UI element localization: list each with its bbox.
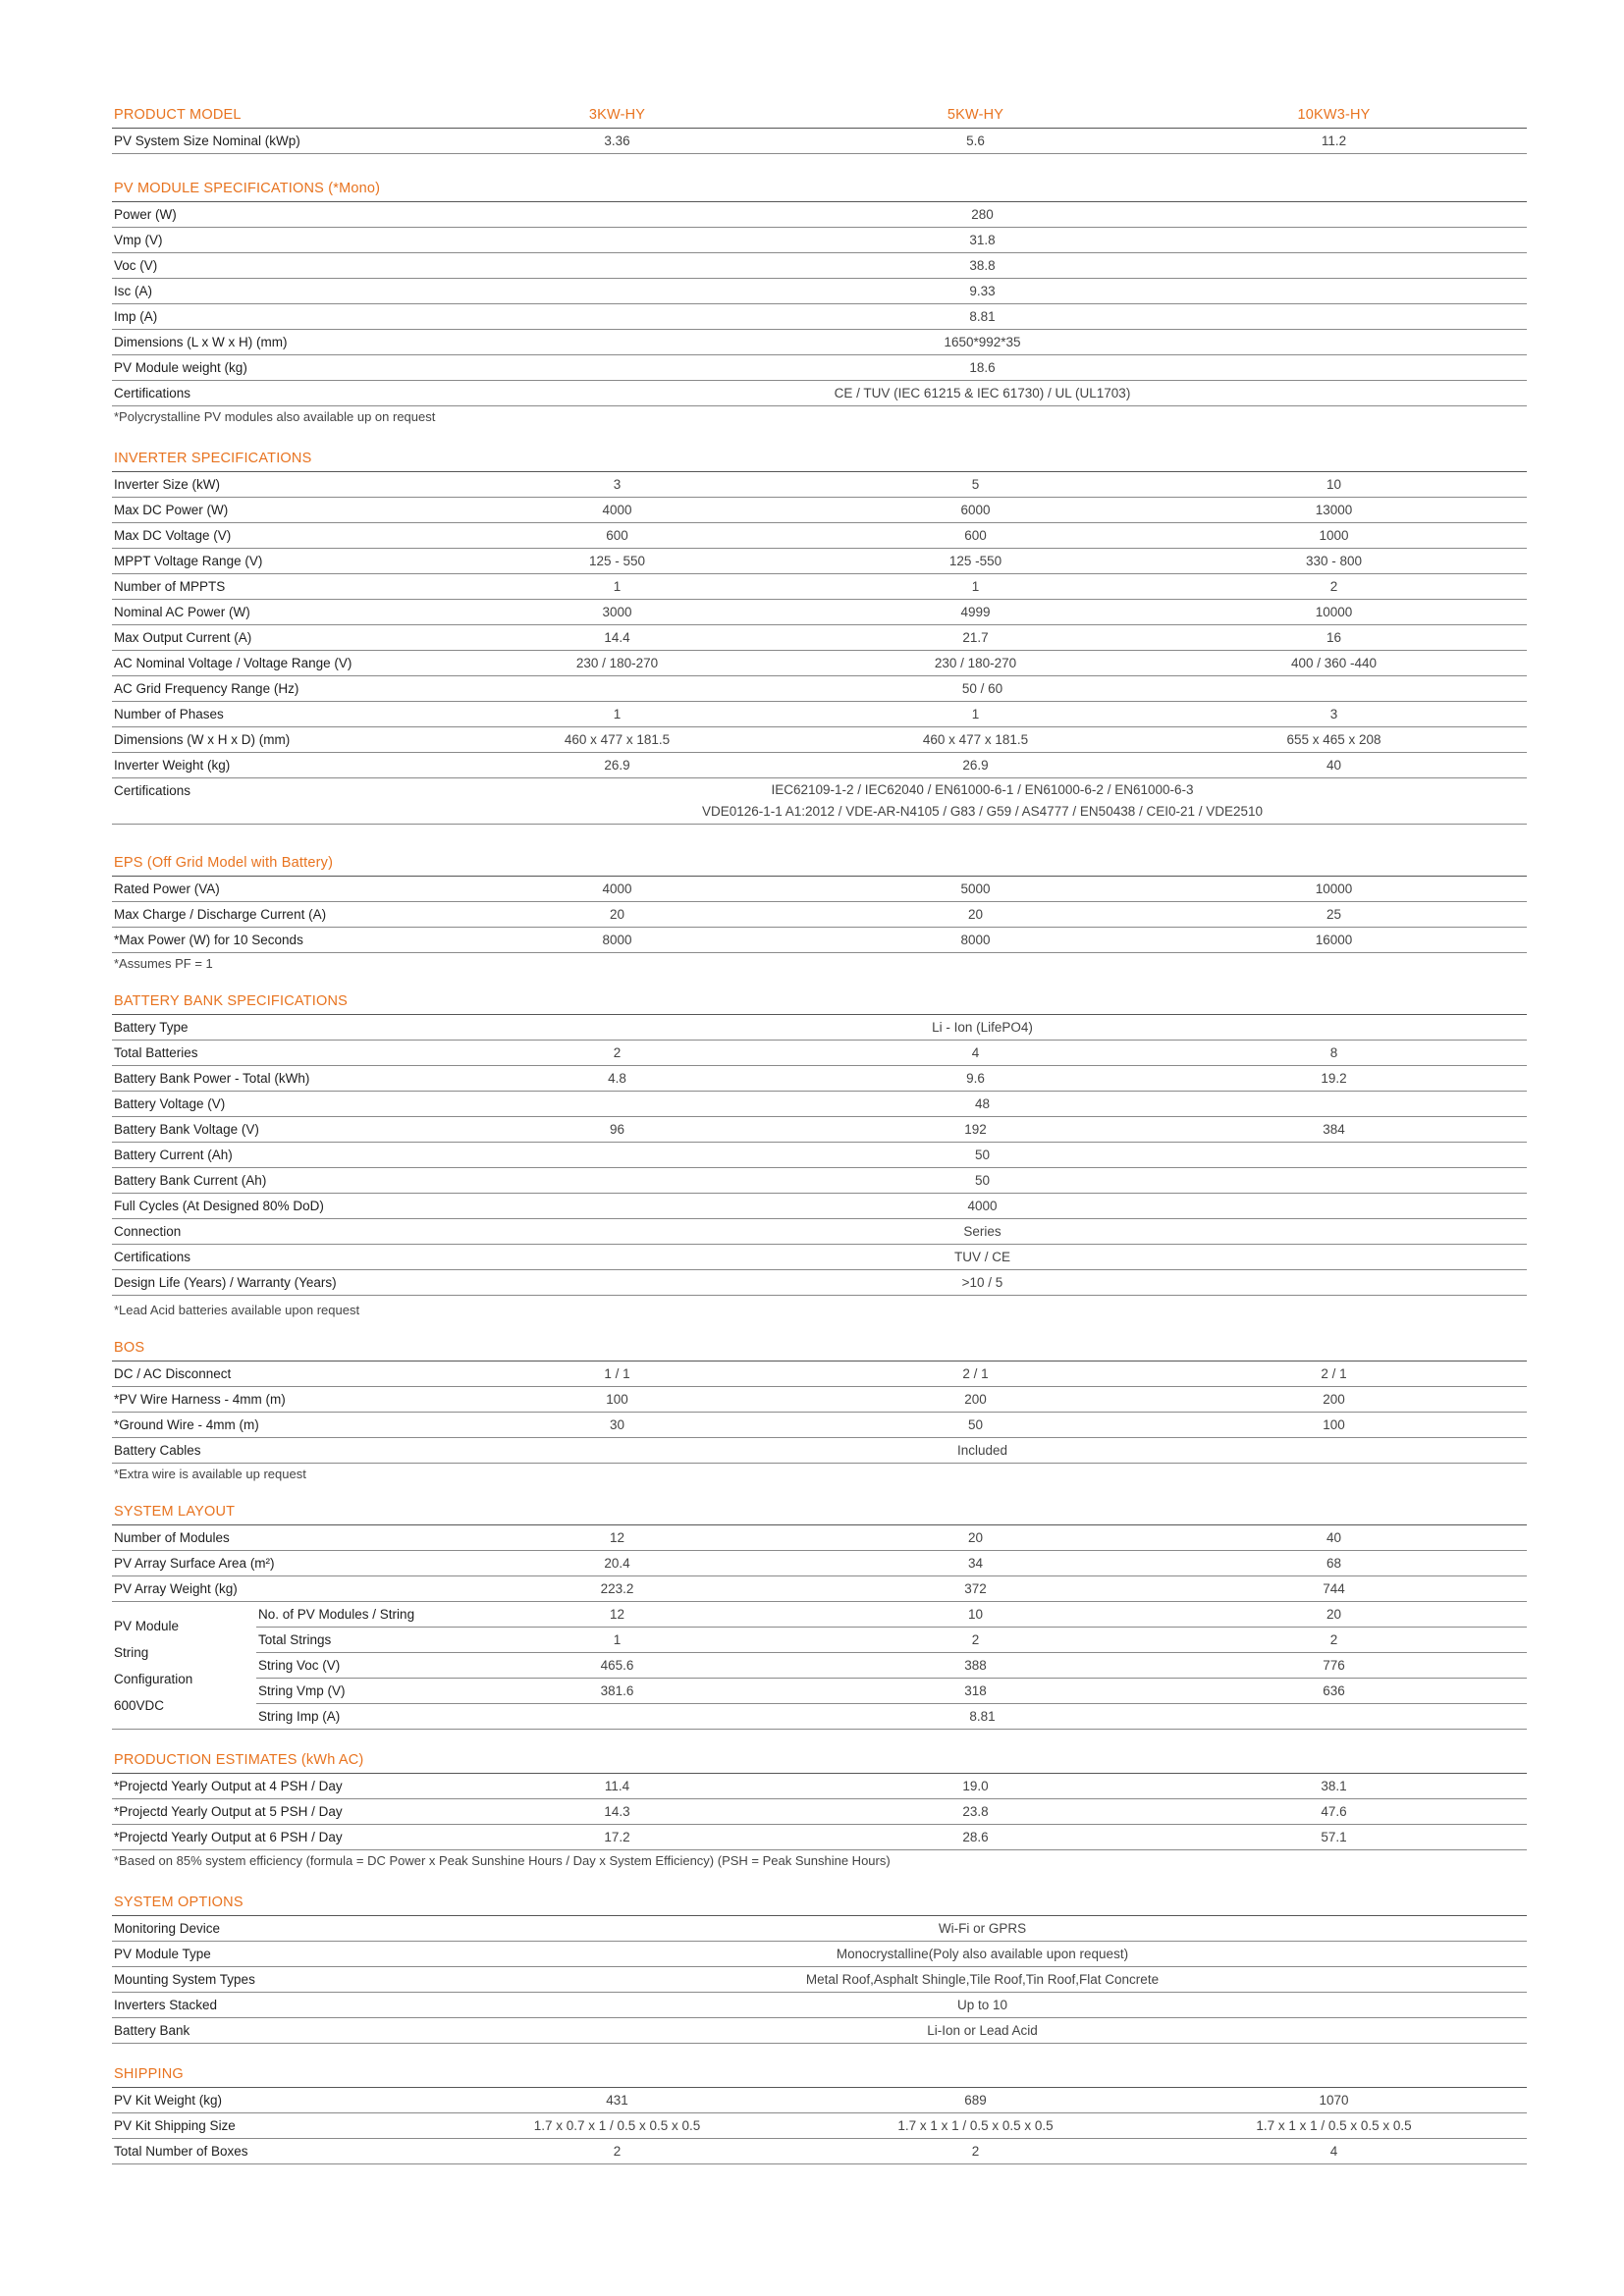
- row-value: 12: [609, 1607, 625, 1622]
- row-value: 192: [964, 1122, 987, 1137]
- bos-note: *Extra wire is available up request: [114, 1467, 306, 1481]
- row-value: 47.6: [1321, 1804, 1347, 1819]
- row-value: 1: [971, 707, 980, 721]
- spec-row: [112, 1194, 1527, 1219]
- spec-row: [112, 651, 1527, 676]
- config-rows: [256, 1602, 1527, 1729]
- pv-module-note: *Polycrystalline PV modules also available up on request: [114, 409, 436, 424]
- row-value: 3: [613, 477, 622, 492]
- row-value: 5: [971, 477, 980, 492]
- row-value-merged: CE / TUV (IEC 61215 & IEC 61730) / UL (UL1703): [834, 386, 1131, 400]
- row-label: Certifications: [114, 1250, 191, 1264]
- product-model-header: [112, 102, 1527, 129]
- row-label: Battery Bank Current (Ah): [114, 1173, 267, 1188]
- row-value: 4: [1329, 2144, 1338, 2159]
- row-value: 431: [606, 2093, 628, 2108]
- eps-section: [112, 850, 1527, 953]
- spec-row: [112, 902, 1527, 928]
- row-value: 689: [964, 2093, 987, 2108]
- spec-row: [112, 2088, 1527, 2113]
- row-value: 26.9: [604, 758, 630, 773]
- row-value: 460 x 477 x 181.5: [922, 732, 1029, 747]
- row-value: 25: [1326, 907, 1342, 922]
- row-value: 384: [1323, 1122, 1345, 1137]
- section-title: SHIPPING: [112, 2061, 1527, 2088]
- row-value: 11.4: [604, 1779, 630, 1793]
- row-value: 5000: [960, 881, 991, 896]
- row-value: 96: [609, 1122, 625, 1137]
- row-label: *PV Wire Harness - 4mm (m): [114, 1392, 286, 1407]
- section-title: PRODUCTION ESTIMATES (kWh AC): [112, 1747, 1527, 1774]
- row-value: 372: [964, 1581, 987, 1596]
- spec-row: [112, 574, 1527, 600]
- model-5kw: 5KW-HY: [947, 107, 1004, 123]
- row-label: Max Output Current (A): [114, 630, 252, 645]
- spec-row: [112, 1270, 1527, 1296]
- row-value: 12: [609, 1530, 625, 1545]
- row-label: PV System Size Nominal (kWp): [114, 133, 300, 148]
- row-value: 1.7 x 1 x 1 / 0.5 x 0.5 x 0.5: [897, 2118, 1054, 2133]
- section-title: INVERTER SPECIFICATIONS: [112, 446, 1527, 472]
- row-value: 1: [613, 1632, 622, 1647]
- row-value-merged: Wi-Fi or GPRS: [938, 1921, 1027, 1936]
- row-value: 744: [1323, 1581, 1345, 1596]
- row-value: 20: [1326, 1607, 1342, 1622]
- spec-row: [112, 702, 1527, 727]
- row-value: 21.7: [962, 630, 989, 645]
- row-label: Mounting System Types: [114, 1972, 255, 1987]
- row-value: 125 -550: [948, 554, 1002, 568]
- spec-row: [112, 928, 1527, 953]
- production-section: [112, 1747, 1527, 1850]
- config-side-line: PV Module: [114, 1618, 180, 1633]
- row-value-merged: 31.8: [969, 233, 996, 247]
- row-label: PV Array Surface Area (m²): [114, 1556, 275, 1571]
- spec-row: [112, 1993, 1527, 2018]
- row-value: 1: [971, 579, 980, 594]
- row-value: 8: [1329, 1045, 1338, 1060]
- row-value-merged: >10 / 5: [961, 1275, 1003, 1290]
- row-label: Number of Modules: [114, 1530, 230, 1545]
- row-value: 26.9: [962, 758, 989, 773]
- spec-row: [112, 2018, 1527, 2044]
- spec-row: [112, 1799, 1527, 1825]
- row-value: 20.4: [604, 1556, 630, 1571]
- row-value: 1000: [1319, 528, 1349, 543]
- row-label: Certifications: [114, 386, 191, 400]
- row-value: 318: [964, 1683, 987, 1698]
- row-value: 17.2: [604, 1830, 630, 1844]
- row-value: 38.1: [1321, 1779, 1347, 1793]
- row-label: Battery Type: [114, 1020, 189, 1035]
- product-model-section: [112, 102, 1527, 154]
- row-value: 4: [971, 1045, 980, 1060]
- row-label: DC / AC Disconnect: [114, 1366, 232, 1381]
- row-value: 1 / 1: [604, 1366, 630, 1381]
- row-value-merged: Li-Ion or Lead Acid: [927, 2023, 1038, 2038]
- row-label: Battery Voltage (V): [114, 1096, 226, 1111]
- spec-row: [112, 523, 1527, 549]
- row-value: 19.2: [1321, 1071, 1347, 1086]
- row-label: AC Grid Frequency Range (Hz): [114, 681, 299, 696]
- row-value: 3.36: [604, 133, 630, 148]
- pv-system-size-row: [112, 129, 1527, 154]
- row-label: Power (W): [114, 207, 177, 222]
- spec-row: [112, 381, 1527, 406]
- row-label: *Projectd Yearly Output at 6 PSH / Day: [114, 1830, 343, 1844]
- row-label: *Max Power (W) for 10 Seconds: [114, 933, 303, 947]
- row-label: PV Module weight (kg): [114, 360, 247, 375]
- row-value: 3: [1329, 707, 1338, 721]
- row-value: 381.6: [600, 1683, 634, 1698]
- production-note: *Based on 85% system efficiency (formula = DC Power x Peak Sunshine Hours / Day x System Efficiency) (PSH = Peak Sunshine Hours): [114, 1853, 891, 1868]
- row-value-merged: 4000: [967, 1199, 998, 1213]
- section-title: SYSTEM OPTIONS: [112, 1890, 1527, 1916]
- row-value: 4.8: [608, 1071, 626, 1086]
- spec-row: [112, 304, 1527, 330]
- model-3kw: 3KW-HY: [588, 107, 646, 123]
- row-value-merged: Up to 10: [956, 1998, 1008, 2012]
- row-value: 2 / 1: [1321, 1366, 1347, 1381]
- row-value: 223.2: [600, 1581, 634, 1596]
- spec-row: [112, 1066, 1527, 1092]
- row-value: 1.7 x 0.7 x 1 / 0.5 x 0.5 x 0.5: [533, 2118, 701, 2133]
- section-title: BATTERY BANK SPECIFICATIONS: [112, 988, 1527, 1015]
- row-value-merged: Li - Ion (LifePO4): [932, 1020, 1033, 1035]
- row-label: PV Kit Weight (kg): [114, 2093, 223, 2108]
- row-label: Dimensions (L x W x H) (mm): [114, 335, 288, 349]
- spec-row: [256, 1704, 1527, 1729]
- row-label: *Ground Wire - 4mm (m): [114, 1417, 259, 1432]
- spec-row: [112, 1825, 1527, 1850]
- row-value: 1: [613, 707, 622, 721]
- spec-row: [112, 1551, 1527, 1576]
- row-value: 10000: [1315, 881, 1353, 896]
- row-label: *Projectd Yearly Output at 4 PSH / Day: [114, 1779, 343, 1793]
- row-value: 50: [967, 1417, 984, 1432]
- inverter-certifications-row: [112, 778, 1527, 825]
- row-value: 14.3: [604, 1804, 630, 1819]
- row-value: 600: [606, 528, 628, 543]
- row-label: Inverter Weight (kg): [114, 758, 231, 773]
- row-label: Number of Phases: [114, 707, 224, 721]
- battery-note: *Lead Acid batteries available upon request: [114, 1303, 360, 1317]
- row-value: 230 / 180-270: [934, 656, 1017, 670]
- pv-module-section: [112, 176, 1527, 406]
- row-value: 16: [1326, 630, 1342, 645]
- row-label: Number of MPPTS: [114, 579, 226, 594]
- row-value: 2: [613, 2144, 622, 2159]
- row-value-merged: 38.8: [969, 258, 996, 273]
- row-value: 30: [609, 1417, 625, 1432]
- spec-row: [256, 1679, 1527, 1704]
- row-value: 3000: [602, 605, 632, 619]
- row-label: Nominal AC Power (W): [114, 605, 250, 619]
- row-value: 1: [613, 579, 622, 594]
- row-value: 2: [1329, 579, 1338, 594]
- cert-line-1: IEC62109-1-2 / IEC62040 / EN61000-6-1 / EN61000-6-2 / EN61000-6-3: [771, 782, 1194, 797]
- row-value: 4000: [602, 881, 632, 896]
- spec-row: [112, 1576, 1527, 1602]
- row-value: 10000: [1315, 605, 1353, 619]
- spec-row: [112, 1041, 1527, 1066]
- row-label: PV Module Type: [114, 1947, 211, 1961]
- row-value: 1.7 x 1 x 1 / 0.5 x 0.5 x 0.5: [1256, 2118, 1412, 2133]
- row-label: Battery Cables: [114, 1443, 201, 1458]
- row-label: String Voc (V): [258, 1658, 341, 1673]
- row-value-merged: 18.6: [969, 360, 996, 375]
- row-label: Vmp (V): [114, 233, 163, 247]
- row-value: 230 / 180-270: [575, 656, 659, 670]
- spec-row: [112, 228, 1527, 253]
- row-label: Battery Bank Voltage (V): [114, 1122, 259, 1137]
- row-value: 57.1: [1321, 1830, 1347, 1844]
- row-label: Monitoring Device: [114, 1921, 221, 1936]
- row-label: Max Charge / Discharge Current (A): [114, 907, 327, 922]
- section-title: SYSTEM LAYOUT: [112, 1499, 1527, 1525]
- row-value: 200: [964, 1392, 987, 1407]
- row-value: 40: [1326, 758, 1342, 773]
- spec-row: [112, 1942, 1527, 1967]
- row-value: 465.6: [600, 1658, 634, 1673]
- row-label: Dimensions (W x H x D) (mm): [114, 732, 291, 747]
- row-value: 19.0: [962, 1779, 989, 1793]
- spec-row: [112, 1916, 1527, 1942]
- row-value: 34: [967, 1556, 984, 1571]
- eps-note: *Assumes PF = 1: [114, 956, 213, 971]
- config-side-line: Configuration: [114, 1671, 193, 1686]
- row-label: Total Batteries: [114, 1045, 198, 1060]
- row-label: Isc (A): [114, 284, 152, 298]
- spec-row: [112, 498, 1527, 523]
- row-value: 10: [1326, 477, 1342, 492]
- row-value: 8000: [960, 933, 991, 947]
- row-label: No. of PV Modules / String: [258, 1607, 415, 1622]
- row-value: 20: [967, 907, 984, 922]
- config-side-line: String: [114, 1644, 149, 1660]
- row-value: 11.2: [1321, 133, 1347, 148]
- row-value: 6000: [960, 503, 991, 517]
- row-label: Connection: [114, 1224, 182, 1239]
- row-value-merged: 8.81: [969, 309, 996, 324]
- row-value: 2: [1329, 1632, 1338, 1647]
- section-title: EPS (Off Grid Model with Battery): [112, 850, 1527, 877]
- row-value-merged: 50 / 60: [961, 681, 1003, 696]
- spec-row: [256, 1628, 1527, 1653]
- spec-row: [112, 877, 1527, 902]
- spec-row: [112, 1438, 1527, 1464]
- row-value-merged: 50: [974, 1173, 991, 1188]
- row-value: 14.4: [604, 630, 630, 645]
- row-value: 2: [971, 2144, 980, 2159]
- row-label: Total Number of Boxes: [114, 2144, 248, 2159]
- spec-row: [112, 1967, 1527, 1993]
- spec-row: [112, 1092, 1527, 1117]
- row-value-merged: 48: [974, 1096, 991, 1111]
- section-title: PV MODULE SPECIFICATIONS (*Mono): [112, 176, 1527, 202]
- spec-row: [112, 1219, 1527, 1245]
- row-value-merged: 50: [974, 1148, 991, 1162]
- row-label: Full Cycles (At Designed 80% DoD): [114, 1199, 324, 1213]
- config-side-label: [112, 1602, 256, 1729]
- row-label: Battery Bank Power - Total (kWh): [114, 1071, 310, 1086]
- row-label: PV Array Weight (kg): [114, 1581, 238, 1596]
- pv-string-config: [112, 1602, 1527, 1730]
- spec-row: [112, 1774, 1527, 1799]
- row-value: 330 - 800: [1305, 554, 1363, 568]
- row-label: Certifications: [114, 783, 191, 798]
- bos-section: [112, 1335, 1527, 1464]
- row-label: Battery Current (Ah): [114, 1148, 233, 1162]
- row-label: *Projectd Yearly Output at 5 PSH / Day: [114, 1804, 343, 1819]
- spec-row: [112, 2113, 1527, 2139]
- row-value: 68: [1326, 1556, 1342, 1571]
- row-value: 10: [967, 1607, 984, 1622]
- product-model-label: PRODUCT MODEL: [114, 107, 242, 123]
- row-label: Design Life (Years) / Warranty (Years): [114, 1275, 337, 1290]
- row-label: Battery Bank: [114, 2023, 190, 2038]
- row-value-merged: Metal Roof,Asphalt Shingle,Tile Roof,Tin Roof,Flat Concrete: [805, 1972, 1160, 1987]
- spec-row: [112, 472, 1527, 498]
- row-value-merged: Monocrystalline(Poly also available upon request): [836, 1947, 1129, 1961]
- row-value: 460 x 477 x 181.5: [564, 732, 671, 747]
- battery-section: [112, 988, 1527, 1296]
- row-value-merged: 1650*992*35: [944, 335, 1021, 349]
- spec-row: [112, 676, 1527, 702]
- spec-row: [112, 1245, 1527, 1270]
- row-value: 16000: [1315, 933, 1353, 947]
- certifications-value: [438, 778, 1527, 824]
- spec-row: [112, 753, 1527, 778]
- row-value: 13000: [1315, 503, 1353, 517]
- row-value: 125 - 550: [588, 554, 646, 568]
- row-value: 100: [606, 1392, 628, 1407]
- spec-row: [112, 600, 1527, 625]
- row-value: 200: [1323, 1392, 1345, 1407]
- row-value: 40: [1326, 1530, 1342, 1545]
- spec-row: [112, 1015, 1527, 1041]
- spec-row: [112, 355, 1527, 381]
- spec-row: [112, 549, 1527, 574]
- row-value-merged: 9.33: [969, 284, 996, 298]
- shipping-section: [112, 2061, 1527, 2164]
- spec-row: [112, 1168, 1527, 1194]
- row-value: 636: [1323, 1683, 1345, 1698]
- spec-row: [112, 330, 1527, 355]
- row-label: Max DC Power (W): [114, 503, 229, 517]
- row-label: String Imp (A): [258, 1709, 341, 1724]
- spec-row: [112, 253, 1527, 279]
- config-side-line: 600VDC: [114, 1697, 165, 1713]
- spec-row: [112, 625, 1527, 651]
- row-value-merged: TUV / CE: [953, 1250, 1010, 1264]
- row-value: 4999: [960, 605, 991, 619]
- row-value: 8000: [602, 933, 632, 947]
- row-value: 400 / 360 -440: [1290, 656, 1378, 670]
- spec-row: [256, 1653, 1527, 1679]
- spec-row: [112, 1387, 1527, 1413]
- inverter-section: [112, 446, 1527, 778]
- section-title: BOS: [112, 1335, 1527, 1362]
- row-value-merged: 8.81: [969, 1709, 996, 1724]
- row-label: Rated Power (VA): [114, 881, 220, 896]
- row-value: 20: [609, 907, 625, 922]
- row-label: AC Nominal Voltage / Voltage Range (V): [114, 656, 352, 670]
- row-label: Total Strings: [258, 1632, 332, 1647]
- row-value: 655 x 465 x 208: [1286, 732, 1381, 747]
- row-value: 20: [967, 1530, 984, 1545]
- row-value: 23.8: [962, 1804, 989, 1819]
- system-layout-section: [112, 1499, 1527, 1602]
- spec-sheet: [112, 102, 1527, 2164]
- spec-row: [112, 1117, 1527, 1143]
- spec-row: [112, 727, 1527, 753]
- row-value: 600: [964, 528, 987, 543]
- row-value: 776: [1323, 1658, 1345, 1673]
- row-label: MPPT Voltage Range (V): [114, 554, 263, 568]
- row-value: 5.6: [966, 133, 985, 148]
- spec-row: [112, 279, 1527, 304]
- spec-row: [112, 1525, 1527, 1551]
- system-options-section: [112, 1890, 1527, 2044]
- row-value: 388: [964, 1658, 987, 1673]
- row-value: 2 / 1: [962, 1366, 989, 1381]
- row-value: 100: [1323, 1417, 1345, 1432]
- row-value-merged: Series: [963, 1224, 1001, 1239]
- row-label: Inverter Size (kW): [114, 477, 221, 492]
- row-value-merged: Included: [956, 1443, 1008, 1458]
- row-label: Inverters Stacked: [114, 1998, 218, 2012]
- row-label: Imp (A): [114, 309, 158, 324]
- row-value: 28.6: [962, 1830, 989, 1844]
- row-value: 9.6: [966, 1071, 985, 1086]
- row-value: 4000: [602, 503, 632, 517]
- row-label: String Vmp (V): [258, 1683, 346, 1698]
- spec-row: [112, 1362, 1527, 1387]
- spec-row: [112, 2139, 1527, 2164]
- row-label: PV Kit Shipping Size: [114, 2118, 236, 2133]
- row-label: Max DC Voltage (V): [114, 528, 232, 543]
- spec-row: [112, 202, 1527, 228]
- spec-row: [256, 1602, 1527, 1628]
- row-value: 2: [971, 1632, 980, 1647]
- row-label: Voc (V): [114, 258, 158, 273]
- cert-line-2: VDE0126-1-1 A1:2012 / VDE-AR-N4105 / G83 / G59 / AS4777 / EN50438 / CEI0-21 / VDE2510: [701, 804, 1264, 819]
- row-value-merged: 280: [971, 207, 994, 222]
- spec-row: [112, 1143, 1527, 1168]
- model-10kw: 10KW3-HY: [1297, 107, 1371, 123]
- row-value: 2: [613, 1045, 622, 1060]
- spec-row: [112, 1413, 1527, 1438]
- row-value: 1070: [1319, 2093, 1349, 2108]
